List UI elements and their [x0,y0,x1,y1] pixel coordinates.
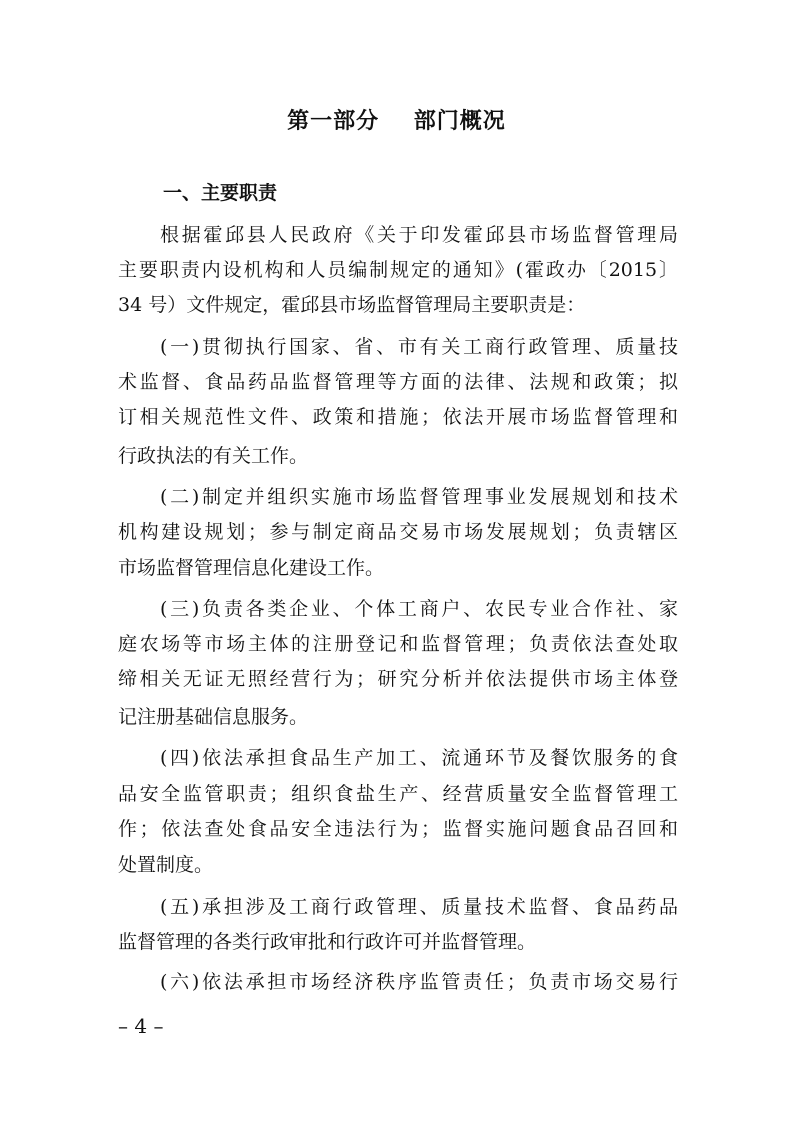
paragraph-line: 订相关规范性文件、政策和措施；依法开展市场监督管理和 [118,406,678,428]
paragraph-line: (五)承担涉及工商行政管理、质量技术监督、食品药品 [160,896,678,918]
paragraph-line: 根据霍邱县人民政府《关于印发霍邱县市场监督管理局 [160,224,678,246]
paragraph-line: (一)贯彻执行国家、省、市有关工商行政管理、质量技 [160,336,678,358]
paragraph-line: 机构建设规划；参与制定商品交易市场发展规划；负责辖区 [118,521,678,543]
paragraph-line: 市场监督管理信息化建设工作。 [118,557,385,579]
paragraph-line: 术监督、食品药品监督管理等方面的法律、法规和政策；拟 [118,371,678,393]
paragraph-line: 品安全监管职责；组织食盐生产、经营质量安全监督管理工 [118,783,678,805]
page-number: – 4 – [118,1014,164,1038]
paragraph-line: 监督管理的各类行政审批和行政许可并监督管理。 [118,931,537,953]
paragraph-line: 记注册基础信息服务。 [118,706,309,728]
paragraph-line: 34 号）文件规定，霍邱县市场监督管理局主要职责是： [118,294,586,316]
paragraph-line: (二)制定并组织实施市场监督管理事业发展规划和技术 [160,486,678,508]
section-heading-main-duties: 一、主要职责 [163,182,278,204]
paragraph-line: 处置制度。 [118,854,214,876]
paragraph-line: (四)依法承担食品生产加工、流通环节及餐饮服务的食 [160,747,678,769]
paragraph-line: 主要职责内设机构和人员编制规定的通知》(霍政办〔2015〕 [118,259,678,281]
paragraph-line: (六)依法承担市场经济秩序监管责任；负责市场交易行 [160,971,678,993]
paragraph-line: 作；依法查处食品安全违法行为；监督实施问题食品召回和 [118,818,678,840]
paragraph-line: 行政执法的有关工作。 [118,445,309,467]
paragraph-line: (三)负责各类企业、个体工商户、农民专业合作社、家 [160,598,678,620]
paragraph-line: 庭农场等市场主体的注册登记和监督管理；负责依法查处取 [118,633,678,655]
paragraph-line: 缔相关无证无照经营行为；研究分析并依法提供市场主体登 [118,668,678,690]
page-title: 第一部分 部门概况 [287,109,506,134]
